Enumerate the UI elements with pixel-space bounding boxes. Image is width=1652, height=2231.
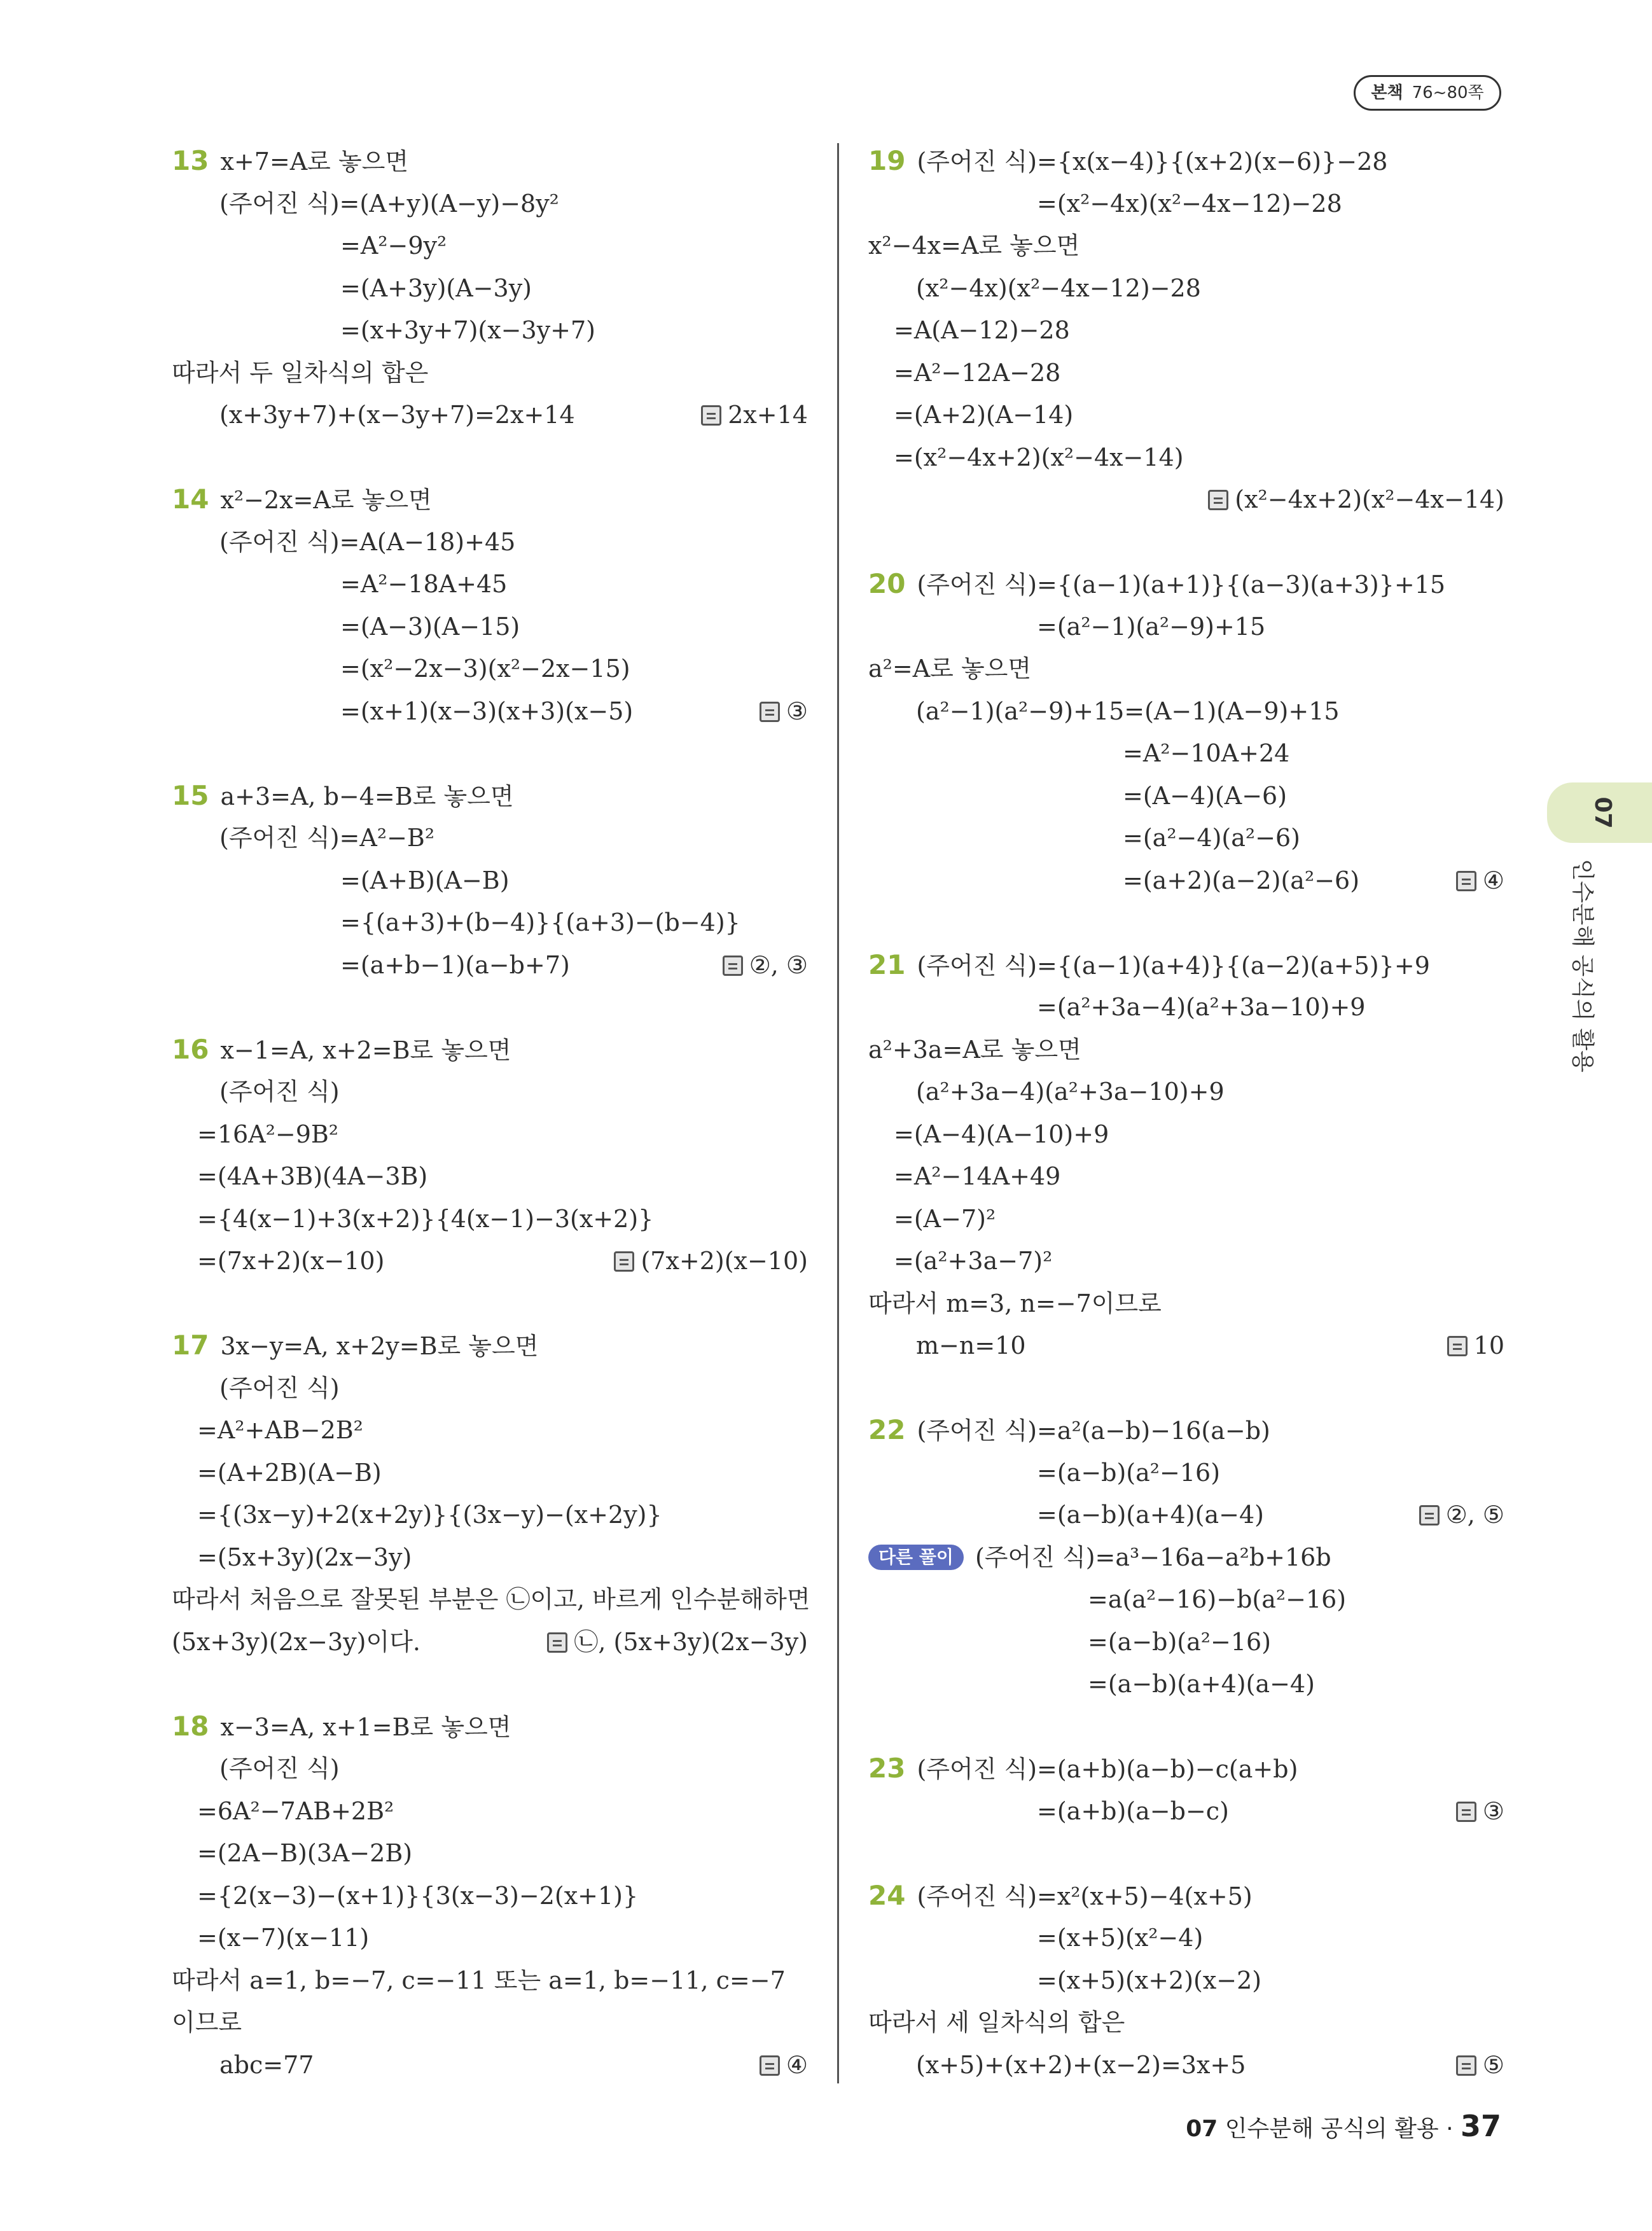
solution-text: x+7=A로 놓으면 bbox=[220, 148, 409, 176]
solution-text: =a(a²−16)−b(a²−16) bbox=[1088, 1585, 1347, 1613]
solution-text: (주어진 식)=(a+b)(a−b)−c(a+b) bbox=[917, 1755, 1298, 1783]
problem-number: 22 bbox=[868, 1414, 906, 1445]
solution-text: =(x+3y+7)(x−3y+7) bbox=[340, 316, 596, 344]
left-column bbox=[172, 140, 808, 2086]
solution-line bbox=[868, 478, 1504, 521]
section-gap bbox=[172, 986, 808, 1029]
solution-line bbox=[868, 2044, 1504, 2087]
solution-text: =(A−3)(A−15) bbox=[340, 612, 520, 641]
solution-line bbox=[172, 1452, 808, 1494]
solution-text: =(5x+3y)(2x−3y) bbox=[197, 1543, 412, 1571]
solution-text: =(a+2)(a−2)(a²−6) bbox=[1123, 866, 1360, 894]
problem-20-line bbox=[868, 563, 1504, 606]
solution-text: (주어진 식)={(a−1)(a+1)}{(a−3)(a+3)}+15 bbox=[917, 571, 1446, 599]
solution-text: =(x²−2x−3)(x²−2x−15) bbox=[340, 655, 630, 683]
problem-21-line bbox=[868, 944, 1504, 987]
solution-line bbox=[172, 1494, 808, 1536]
solution-text: =A(A−12)−28 bbox=[894, 316, 1070, 344]
problem-17-line bbox=[172, 1324, 808, 1367]
solution-text: =(a+b−1)(a−b+7) bbox=[340, 950, 570, 979]
page-footer bbox=[1186, 2109, 1501, 2143]
solution-text: =(a²−4)(a²−6) bbox=[1123, 824, 1300, 852]
answer-icon bbox=[760, 702, 780, 722]
solution-text: (x+3y+7)+(x−3y+7)=2x+14 bbox=[219, 401, 575, 429]
solution-text: =(A+3y)(A−3y) bbox=[340, 274, 532, 302]
problem-13-line bbox=[172, 140, 808, 183]
answer-mark bbox=[1447, 1324, 1504, 1367]
solution-text: =(x²−4x)(x²−4x−12)−28 bbox=[1037, 189, 1342, 218]
side-chapter-title: 인수분해 공식의 활용 bbox=[1569, 859, 1595, 1073]
solution-line bbox=[172, 1198, 808, 1241]
solution-line bbox=[868, 986, 1504, 1029]
solution-line bbox=[172, 2001, 808, 2044]
solution-text: =16A²−9B² bbox=[197, 1120, 339, 1148]
answer-text: ④ bbox=[786, 2050, 808, 2079]
solution-line bbox=[868, 859, 1504, 902]
solution-text: m−n=10 bbox=[916, 1331, 1026, 1359]
solution-text: (주어진 식) bbox=[219, 1078, 340, 1106]
solution-text: ={(3x−y)+2(x+2y)}{(3x−y)−(x+2y)} bbox=[197, 1501, 662, 1529]
solution-text: (주어진 식)=A(A−18)+45 bbox=[219, 527, 516, 556]
solution-line bbox=[172, 563, 808, 606]
solution-text: 이므로 bbox=[172, 2008, 242, 2036]
answer-text: ③ bbox=[786, 697, 808, 725]
solution-line bbox=[172, 1748, 808, 1790]
solution-line bbox=[172, 1071, 808, 1113]
right-column bbox=[868, 140, 1504, 2086]
solution-text: 따라서 두 일차식의 합은 bbox=[172, 358, 429, 387]
solution-line bbox=[172, 2044, 808, 2087]
solution-line bbox=[868, 1240, 1504, 1282]
problem-number: 13 bbox=[172, 145, 209, 176]
solution-line bbox=[868, 1578, 1504, 1621]
solution-text: x−3=A, x+1=B로 놓으면 bbox=[220, 1713, 511, 1741]
solution-line bbox=[868, 817, 1504, 859]
solution-line bbox=[868, 1113, 1504, 1156]
solution-line bbox=[172, 309, 808, 352]
header-pages: 76~80쪽 bbox=[1412, 83, 1484, 102]
answer-icon bbox=[701, 405, 721, 426]
problem-number: 21 bbox=[868, 949, 906, 980]
solution-text: =(2A−B)(3A−2B) bbox=[197, 1839, 413, 1867]
problem-23-line bbox=[868, 1748, 1504, 1790]
solution-line bbox=[172, 1578, 808, 1621]
answer-mark bbox=[701, 394, 808, 436]
answer-icon bbox=[547, 1632, 567, 1653]
solution-line bbox=[868, 1917, 1504, 1959]
answer-icon bbox=[723, 956, 743, 976]
solution-text: =A²−9y² bbox=[340, 232, 447, 260]
section-gap bbox=[172, 1663, 808, 1706]
solution-line bbox=[172, 1621, 808, 1664]
solution-line bbox=[172, 606, 808, 648]
solution-text: (주어진 식)=A²−B² bbox=[219, 824, 435, 852]
solution-text: (주어진 식)=a³−16a−a²b+16b bbox=[975, 1543, 1331, 1571]
answer-text: 10 bbox=[1473, 1331, 1504, 1359]
solution-line bbox=[868, 1790, 1504, 1833]
solution-text: (주어진 식) bbox=[219, 1373, 340, 1402]
solution-line bbox=[868, 1494, 1504, 1536]
solution-line bbox=[172, 225, 808, 267]
page-range-badge bbox=[1354, 75, 1501, 111]
solution-text: =(x+5)(x+2)(x−2) bbox=[1037, 1966, 1262, 1994]
answer-text: (x²−4x+2)(x²−4x−14) bbox=[1235, 485, 1504, 513]
solution-line bbox=[172, 1917, 808, 1959]
answer-icon bbox=[1447, 1336, 1468, 1356]
answer-mark bbox=[1456, 1790, 1504, 1833]
solution-line bbox=[172, 1959, 808, 2002]
solution-line bbox=[172, 817, 808, 859]
solution-text: ={(a+3)+(b−4)}{(a+3)−(b−4)} bbox=[340, 908, 740, 936]
answer-icon bbox=[1419, 1505, 1440, 1526]
solution-line bbox=[868, 606, 1504, 648]
header-label: 본책 bbox=[1371, 83, 1403, 102]
section-gap bbox=[172, 436, 808, 479]
solution-text: =A²−18A+45 bbox=[340, 570, 508, 598]
answer-text: ㉡, (5x+3y)(2x−3y) bbox=[574, 1627, 808, 1656]
solution-line bbox=[172, 352, 808, 394]
problem-number: 17 bbox=[172, 1330, 209, 1361]
solution-text: =(A+2B)(A−B) bbox=[197, 1458, 382, 1487]
solution-line bbox=[868, 436, 1504, 479]
solution-text: 따라서 a=1, b=−7, c=−11 또는 a=1, b=−11, c=−7 bbox=[172, 1966, 786, 1994]
solution-line bbox=[172, 1832, 808, 1875]
solution-line bbox=[868, 394, 1504, 436]
section-gap bbox=[172, 732, 808, 775]
solution-text: =(A−4)(A−10)+9 bbox=[894, 1120, 1109, 1148]
solution-line bbox=[868, 352, 1504, 394]
solution-text: 3x−y=A, x+2y=B로 놓으면 bbox=[220, 1332, 539, 1360]
answer-text: ⑤ bbox=[1482, 2050, 1504, 2079]
page-number: 37 bbox=[1460, 2109, 1501, 2143]
solution-line bbox=[868, 1663, 1504, 1706]
answer-mark bbox=[723, 944, 808, 987]
column-divider bbox=[837, 143, 839, 2083]
solution-text: =(a+b)(a−b−c) bbox=[1037, 1797, 1229, 1825]
solution-line bbox=[868, 2001, 1504, 2044]
solution-text: 따라서 m=3, n=−7이므로 bbox=[868, 1289, 1162, 1317]
problem-number: 20 bbox=[868, 568, 906, 599]
solution-text: (x²−4x)(x²−4x−12)−28 bbox=[916, 274, 1201, 302]
problem-14-line bbox=[172, 478, 808, 521]
answer-text: ③ bbox=[1482, 1797, 1504, 1825]
section-gap bbox=[868, 1367, 1504, 1410]
solution-line bbox=[868, 732, 1504, 775]
solution-line bbox=[868, 1282, 1504, 1325]
problem-24-line bbox=[868, 1875, 1504, 1917]
answer-mark bbox=[760, 690, 808, 733]
solution-text: =(A−7)² bbox=[894, 1204, 996, 1233]
solution-text: (a²+3a−4)(a²+3a−10)+9 bbox=[916, 1078, 1225, 1106]
side-tab-number: 07 bbox=[1590, 796, 1616, 829]
solution-text: (주어진 식)=(A+y)(A−y)−8y² bbox=[219, 189, 559, 218]
solution-line bbox=[868, 309, 1504, 352]
answer-icon bbox=[614, 1251, 634, 1272]
answer-icon bbox=[1456, 1802, 1476, 1822]
solution-line bbox=[172, 690, 808, 733]
solution-text: =(7x+2)(x−10) bbox=[197, 1247, 385, 1275]
solution-text: =(4A+3B)(4A−3B) bbox=[197, 1162, 428, 1190]
solution-line bbox=[172, 521, 808, 564]
footer-separator: · bbox=[1446, 2116, 1454, 2142]
solution-text: (x+5)+(x+2)+(x−2)=3x+5 bbox=[916, 2050, 1246, 2079]
solution-line bbox=[868, 1621, 1504, 1664]
solution-text: x²−2x=A로 놓으면 bbox=[220, 486, 432, 514]
solution-text: =A²+AB−2B² bbox=[197, 1416, 363, 1444]
solution-text: (주어진 식)=a²(a−b)−16(a−b) bbox=[917, 1417, 1270, 1445]
solution-text: =(A−4)(A−6) bbox=[1123, 781, 1288, 810]
solution-line bbox=[868, 1959, 1504, 2002]
solution-text: (a²−1)(a²−9)+15=(A−1)(A−9)+15 bbox=[916, 697, 1340, 725]
solution-line bbox=[172, 648, 808, 690]
answer-icon bbox=[1456, 2055, 1476, 2076]
solution-text: x²−4x=A로 놓으면 bbox=[868, 232, 1080, 260]
answer-mark bbox=[1419, 1494, 1504, 1536]
solution-text: =(a−b)(a+4)(a−4) bbox=[1037, 1501, 1264, 1529]
answer-text: ②, ⑤ bbox=[1445, 1501, 1504, 1529]
section-gap bbox=[868, 1706, 1504, 1748]
solution-line bbox=[868, 775, 1504, 817]
problem-number: 23 bbox=[868, 1753, 906, 1784]
solution-text: ={2(x−3)−(x+1)}{3(x−3)−2(x+1)} bbox=[197, 1881, 639, 1910]
answer-text: ②, ③ bbox=[749, 950, 808, 979]
solution-line bbox=[868, 1324, 1504, 1367]
solution-text: =(a²−1)(a²−9)+15 bbox=[1037, 612, 1266, 641]
solution-line bbox=[868, 1155, 1504, 1198]
solution-line bbox=[868, 1198, 1504, 1241]
solution-text: 따라서 처음으로 잘못된 부분은 ㉡이고, 바르게 인수분해하면 bbox=[172, 1585, 810, 1613]
answer-icon bbox=[1208, 490, 1228, 510]
solution-text: (5x+3y)(2x−3y)이다. bbox=[172, 1627, 420, 1656]
problem-number: 24 bbox=[868, 1879, 906, 1911]
footer-chapter-title: 인수분해 공식의 활용 bbox=[1225, 2116, 1439, 2142]
problem-number: 14 bbox=[172, 483, 209, 515]
problem-18-line bbox=[172, 1706, 808, 1748]
solution-text: ={4(x−1)+3(x+2)}{4(x−1)−3(x+2)} bbox=[197, 1204, 654, 1233]
solution-text: =(A+2)(A−14) bbox=[894, 401, 1074, 429]
solution-line bbox=[868, 1452, 1504, 1494]
solution-text: (주어진 식)=x²(x+5)−4(x+5) bbox=[917, 1882, 1253, 1910]
answer-text: (7x+2)(x−10) bbox=[641, 1247, 808, 1275]
solution-line bbox=[868, 183, 1504, 225]
solution-text: =(A+B)(A−B) bbox=[340, 866, 510, 894]
solution-line bbox=[172, 944, 808, 987]
solution-line bbox=[868, 225, 1504, 267]
problem-19-line bbox=[868, 140, 1504, 183]
solution-text: =A²−12A−28 bbox=[894, 358, 1061, 387]
solution-text: a²=A로 놓으면 bbox=[868, 655, 1032, 683]
solution-text: =(a²+3a−7)² bbox=[894, 1247, 1053, 1275]
section-gap bbox=[868, 521, 1504, 564]
solution-line bbox=[172, 901, 808, 944]
alternative-solution-badge: 다른 풀이 bbox=[868, 1545, 964, 1570]
solution-line bbox=[868, 1071, 1504, 1113]
solution-text: (주어진 식)={x(x−4)}{(x+2)(x−6)}−28 bbox=[917, 148, 1388, 176]
problem-number: 16 bbox=[172, 1033, 209, 1065]
solution-line bbox=[172, 1790, 808, 1833]
solution-text: a²+3a=A로 놓으면 bbox=[868, 1035, 1081, 1064]
solution-line bbox=[868, 1536, 1504, 1579]
section-gap bbox=[172, 1282, 808, 1325]
solution-text: =(x+1)(x−3)(x+3)(x−5) bbox=[340, 697, 634, 725]
solution-text: =6A²−7AB+2B² bbox=[197, 1797, 394, 1825]
problem-22-line bbox=[868, 1409, 1504, 1452]
solution-line bbox=[172, 1536, 808, 1579]
answer-mark bbox=[1456, 2044, 1504, 2087]
solution-text: =A²−14A+49 bbox=[894, 1162, 1061, 1190]
solution-line bbox=[172, 1875, 808, 1917]
answer-mark bbox=[614, 1240, 808, 1282]
solution-text: =(a−b)(a²−16) bbox=[1088, 1627, 1272, 1656]
solution-text: =(x²−4x+2)(x²−4x−14) bbox=[894, 443, 1184, 471]
solution-text: x−1=A, x+2=B로 놓으면 bbox=[220, 1036, 511, 1064]
section-gap bbox=[868, 901, 1504, 944]
solution-line bbox=[868, 1029, 1504, 1071]
problem-15-line bbox=[172, 775, 808, 817]
problem-number: 15 bbox=[172, 779, 209, 811]
problem-number: 19 bbox=[868, 145, 906, 176]
answer-mark bbox=[1456, 859, 1504, 902]
solution-text: =(a−b)(a²−16) bbox=[1037, 1458, 1221, 1487]
answer-mark bbox=[547, 1621, 808, 1664]
solution-text: =A²−10A+24 bbox=[1123, 739, 1290, 767]
answer-icon bbox=[760, 2055, 780, 2076]
solution-text: =(x−7)(x−11) bbox=[197, 1924, 370, 1952]
solution-text: =(a²+3a−4)(a²+3a−10)+9 bbox=[1037, 993, 1366, 1021]
solution-text: abc=77 bbox=[219, 2050, 314, 2079]
answer-text: ④ bbox=[1482, 866, 1504, 894]
solution-line bbox=[868, 690, 1504, 733]
section-gap bbox=[868, 1832, 1504, 1875]
solution-line bbox=[172, 183, 808, 225]
solution-line bbox=[172, 394, 808, 436]
solution-text: =(a−b)(a+4)(a−4) bbox=[1088, 1670, 1315, 1698]
problem-16-line bbox=[172, 1029, 808, 1071]
solution-line bbox=[172, 859, 808, 902]
solution-text: (주어진 식)={(a−1)(a+4)}{(a−2)(a+5)}+9 bbox=[917, 951, 1430, 980]
answer-mark bbox=[760, 2044, 808, 2087]
solution-line bbox=[868, 267, 1504, 310]
solution-line bbox=[172, 1409, 808, 1452]
solution-text: =(x+5)(x²−4) bbox=[1037, 1924, 1204, 1952]
footer-chapter-num: 07 bbox=[1186, 2116, 1218, 2142]
answer-text: 2x+14 bbox=[728, 401, 808, 429]
answer-icon bbox=[1456, 871, 1476, 891]
problem-number: 18 bbox=[172, 1710, 209, 1742]
solution-text: (주어진 식) bbox=[219, 1755, 340, 1783]
solution-line bbox=[172, 1367, 808, 1410]
solution-line bbox=[172, 1155, 808, 1198]
solution-text: 따라서 세 일차식의 합은 bbox=[868, 2008, 1125, 2036]
solution-line bbox=[868, 648, 1504, 690]
solution-text: a+3=A, b−4=B로 놓으면 bbox=[220, 782, 514, 810]
solution-line bbox=[172, 1113, 808, 1156]
solution-line bbox=[172, 267, 808, 310]
solution-line bbox=[172, 1240, 808, 1282]
answer-mark bbox=[1208, 478, 1504, 521]
